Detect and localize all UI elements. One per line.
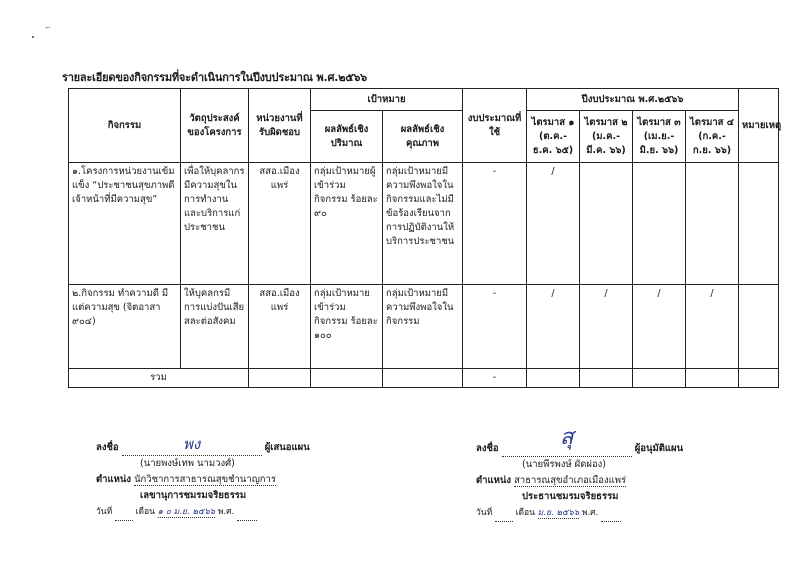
row2-quantity: กลุ่มเป้าหมายเข้าร่วมกิจกรรม ร้อยละ ๑๐๐ xyxy=(311,285,383,369)
left-role: ผู้เสนอแผน xyxy=(264,442,310,453)
row1-objective: เพื่อให้บุคลากรมีความสุขในการทำงานและบริการแก่ประชาชน xyxy=(181,163,249,285)
left-sign-prefix: ลงชื่อ xyxy=(96,442,119,453)
header-q3: ไตรมาส ๓ (เม.ย.-มิ.ย. ๖๖) xyxy=(633,111,686,163)
page-title: รายละเอียดของกิจกรรมที่จะดำเนินการในปีงบประมาณ พ.ศ.๒๕๖๖ xyxy=(62,71,367,84)
row2-quality: กลุ่มเป้าหมายมีความพึงพอใจในกิจกรรม xyxy=(383,285,463,369)
row1-q4 xyxy=(686,163,739,285)
right-role: ผู้อนุมัติแผน xyxy=(634,443,684,454)
approver-signature-block xyxy=(476,425,766,522)
left-position2: เลขานุการชมรมจริยธรรม xyxy=(140,490,247,501)
header-budget: งบประมาณที่ใช้ xyxy=(463,89,527,163)
left-date-day-label: วันที่ xyxy=(96,507,113,517)
total-label: รวม xyxy=(69,369,249,388)
header-fiscal-year: ปีงบประมาณ พ.ศ.๒๕๖๖ xyxy=(527,89,739,111)
proposer-signature-block xyxy=(96,436,356,521)
row1-activity: ๑.โครงการหน่วยงานเข้มแข็ง “ประชาชนสุขภาพดี เจ้าหน้าที่มีความสุข” xyxy=(69,163,181,285)
right-year-line xyxy=(601,521,621,522)
left-position: นักวิชาการสาธารณสุขชำนาญการ xyxy=(134,474,276,485)
left-day-line xyxy=(115,520,133,521)
header-target: เป้าหมาย xyxy=(311,89,463,111)
right-date-handwritten: ม.ย. ๒๕๖๖ xyxy=(537,508,580,518)
activity-plan-table xyxy=(68,88,782,388)
total-empty-q4 xyxy=(686,369,739,388)
row2-q1: / xyxy=(527,285,580,369)
row1-q2 xyxy=(580,163,633,285)
right-name: (นายพีรพงษ์ ผัดผ่อง) xyxy=(522,459,607,470)
left-position-label: ตำแหน่ง xyxy=(96,474,132,485)
row1-remark xyxy=(739,163,779,285)
header-target-quality: ผลลัพธ์เชิงคุณภาพ xyxy=(383,111,463,163)
row1-quality: กลุ่มเป้าหมายมีความพึงพอใจในกิจกรรมและไม่มีข้อร้องเรียนจากการปฏิบัติงานให้บริการประชาชน xyxy=(383,163,463,285)
total-empty-qty xyxy=(311,369,383,388)
row1-q1: / xyxy=(527,163,580,285)
right-position2: ประธานชมรมจริยธรรม xyxy=(522,491,619,502)
left-date-month-label: เดือน xyxy=(135,507,155,517)
row2-q2: / xyxy=(580,285,633,369)
scan-mark: ⌐ xyxy=(45,24,51,32)
row2-q4: / xyxy=(686,285,739,369)
right-sign-prefix: ลงชื่อ xyxy=(476,443,499,454)
right-day-line xyxy=(495,521,513,522)
row2-objective: ให้บุคลกรมีการแบ่งปันเสียสละต่อสังคม xyxy=(181,285,249,369)
left-date-handwritten: ๑ ๐ ม.ย. ๒๕๖๖ xyxy=(157,507,216,517)
row2-budget: - xyxy=(463,285,527,369)
right-signature-line xyxy=(502,425,632,457)
row2-activity: ๒.กิจกรรม ทำความดี มีแต่ความสุข (จิตอาสา ๙๐๔) xyxy=(69,285,181,369)
row1-unit: สสอ.เมืองแพร่ xyxy=(249,163,311,285)
total-empty-qual xyxy=(383,369,463,388)
table-row xyxy=(69,163,779,285)
header-remark: หมายเหตุ xyxy=(739,89,779,163)
header-target-quantity: ผลลัพธ์เชิงปริมาณ xyxy=(311,111,383,163)
total-row xyxy=(69,369,779,388)
left-year-line xyxy=(237,520,257,521)
row1-budget: - xyxy=(463,163,527,285)
header-q2: ไตรมาส ๒ (ม.ค.-มี.ค. ๖๖) xyxy=(580,111,633,163)
total-empty-q1 xyxy=(527,369,580,388)
right-date-day-label: วันที่ xyxy=(476,508,493,518)
row1-quantity: กลุ่มเป้าหมายผู้เข้าร่วมกิจกรรม ร้อยละ ๙๐ xyxy=(311,163,383,285)
left-signature-line xyxy=(122,436,262,456)
table-row xyxy=(69,285,779,369)
total-empty-q2 xyxy=(580,369,633,388)
right-date-year-label: พ.ศ. xyxy=(581,508,599,518)
header-unit: หน่วยงานที่รับผิดชอบ xyxy=(249,89,311,163)
header-activity: กิจกรรม xyxy=(69,89,181,163)
row2-unit: สสอ.เมืองแพร่ xyxy=(249,285,311,369)
right-signature: สุ xyxy=(559,425,574,450)
right-date-month-label: เดือน xyxy=(515,508,535,518)
left-name: (นายพงษ์เทพ นามวงศ์) xyxy=(140,458,235,469)
right-position: สาธารณสุขอำเภอเมืองแพร่ xyxy=(514,475,627,486)
header-objective: วัตถุประสงค์ของโครงการ xyxy=(181,89,249,163)
total-empty-remark xyxy=(739,369,779,388)
row1-q3 xyxy=(633,163,686,285)
row2-q3: / xyxy=(633,285,686,369)
right-position-label: ตำแหน่ง xyxy=(476,475,512,486)
left-signature: พง xyxy=(183,435,201,453)
left-date-year-label: พ.ศ. xyxy=(217,507,235,517)
header-q1: ไตรมาส ๑ (ต.ค.-ธ.ค. ๖๕) xyxy=(527,111,580,163)
header-q4: ไตรมาส ๔ (ก.ค.-ก.ย. ๖๖) xyxy=(686,111,739,163)
total-empty-unit xyxy=(249,369,311,388)
scan-speck xyxy=(32,36,34,38)
total-budget: - xyxy=(463,369,527,388)
row2-remark xyxy=(739,285,779,369)
header-row-1 xyxy=(69,89,779,111)
total-empty-q3 xyxy=(633,369,686,388)
